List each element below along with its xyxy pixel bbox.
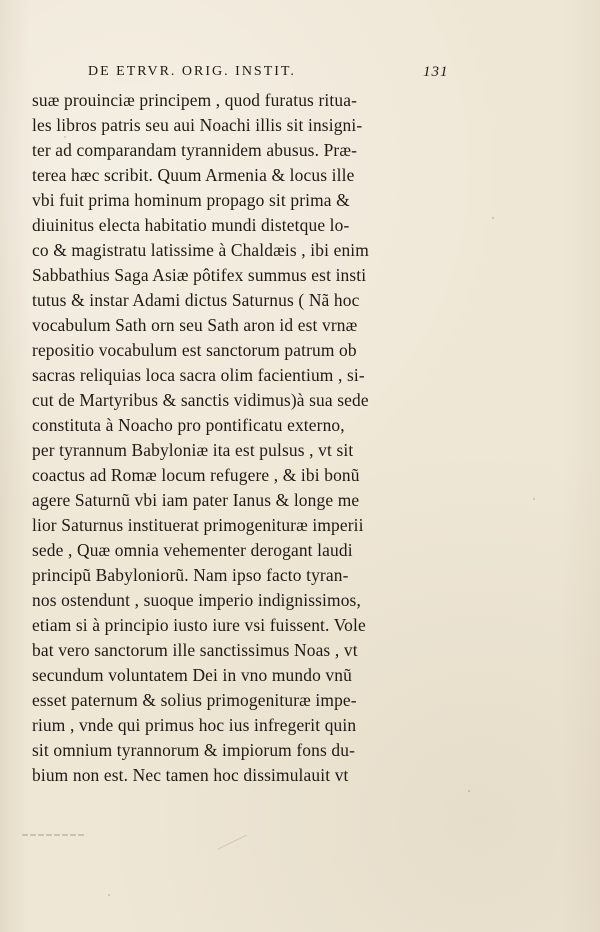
text-line: rium , vnde qui primus hoc ius infregerit quin: [32, 715, 357, 735]
text-line: coactus ad Romæ locum refugere , & ibi bonũ: [32, 465, 360, 485]
text-line: etiam si à principio iusto iure vsi fuissent. Vole: [32, 615, 366, 635]
text-line: nos ostendunt , suoque imperio indignissimos,: [32, 590, 361, 610]
paper-mark: [213, 824, 247, 850]
text-line: repositio vocabulum est sanctorum patrum ob: [32, 340, 357, 360]
text-line: co & magistratu latissime à Chaldæis , ibi enim: [32, 240, 369, 260]
text-line: secundum voluntatem Dei in vno mundo vnũ: [32, 665, 352, 685]
text-line: vbi fuit prima hominum propago sit prima &: [32, 190, 350, 210]
text-line: suæ prouinciæ principem , quod furatus ritua-: [32, 90, 358, 110]
text-line: les libros patris seu aui Noachi illis sit insigni-: [32, 115, 363, 135]
text-line: terea hæc scribit. Quum Armenia & locus ille: [32, 165, 355, 185]
text-line: bium non est. Nec tamen hoc dissimulauit vt: [32, 765, 349, 785]
text-line: principũ Babyloniorũ. Nam ipso facto tyran-: [32, 565, 349, 585]
text-line: vocabulum Sath orn seu Sath aron id est vrnæ: [32, 315, 358, 335]
running-header: DE ETRVR. ORIG. INSTIT.: [88, 64, 296, 79]
page-number: 131: [423, 64, 449, 80]
faint-impression-mark: [22, 815, 94, 829]
text-line: Sabbathius Saga Asiæ pôtifex summus est insti: [32, 265, 367, 285]
text-line: per tyrannum Babyloniæ ita est pulsus , vt sit: [32, 440, 354, 460]
text-line: bat vero sanctorum ille sanctissimus Noas , vt: [32, 640, 358, 660]
text-line: sede , Quæ omnia vehementer derogant laudi: [32, 540, 353, 560]
text-line: sacras reliquias loca sacra olim facientium , si-: [32, 365, 365, 385]
text-line: constituta à Noacho pro pontificatu externo,: [32, 415, 345, 435]
text-line: diuinitus electa habitatio mundi distetque lo-: [32, 215, 350, 235]
text-line: agere Saturnũ vbi iam pater Ianus & longe me: [32, 490, 360, 510]
text-line: esset paternum & solius primogenituræ impe-: [32, 690, 357, 710]
text-line: ter ad comparandam tyrannidem abusus. Præ-: [32, 140, 358, 160]
text-line: tutus & instar Adami dictus Saturnus ( Nã hoc: [32, 290, 360, 310]
text-line: cut de Martyribus & sanctis vidimus)à sua sede: [32, 390, 369, 410]
body-text: [32, 88, 452, 810]
text-line: sit omnium tyrannorum & impiorum fons du-: [32, 740, 356, 760]
text-line: lior Saturnus instituerat primogenituræ imperii: [32, 515, 364, 535]
